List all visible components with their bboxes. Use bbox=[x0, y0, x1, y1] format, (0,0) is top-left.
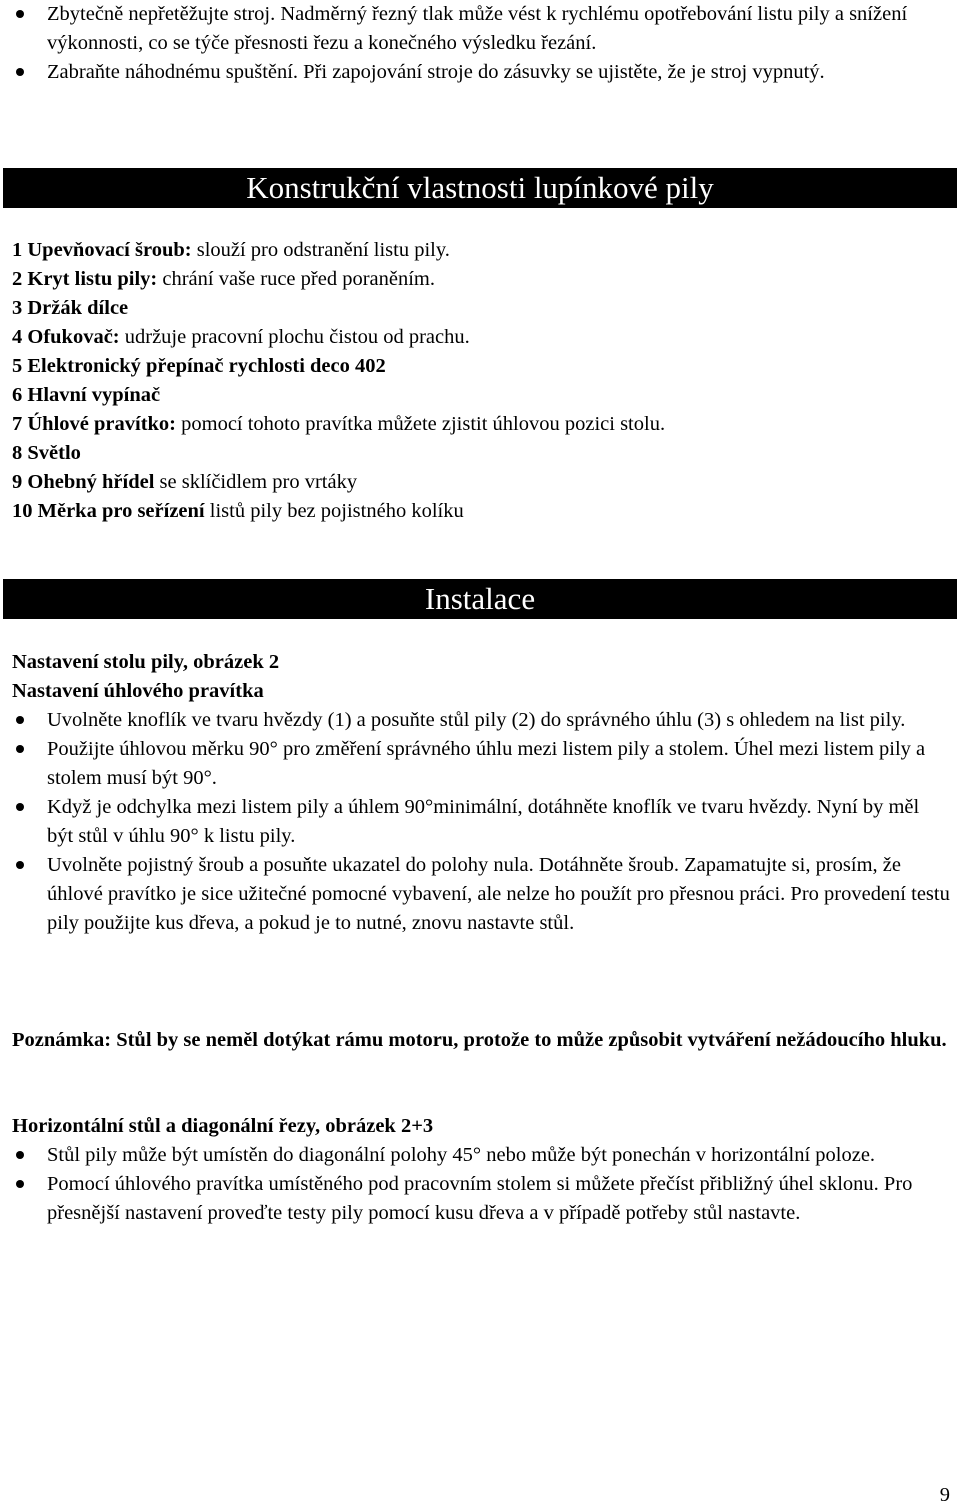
feature-label: 4 Ofukovač: bbox=[12, 326, 120, 348]
feature-label: 2 Kryt listu pily: bbox=[12, 268, 158, 290]
features-heading: Konstrukční vlastnosti lupínkové pily bbox=[246, 170, 714, 205]
feature-item bbox=[12, 468, 950, 497]
page-number: 9 bbox=[939, 1484, 950, 1506]
note bbox=[12, 1026, 950, 1055]
install-subheading-text: Nastavení stolu pily, obrázek 2 bbox=[12, 651, 280, 673]
feature-item bbox=[12, 236, 950, 265]
bullet-item bbox=[12, 0, 950, 58]
feature-label: 5 Elektronický přepínač rychlosti deco 402 bbox=[12, 355, 386, 377]
feature-label: 10 Měrka pro seřízení bbox=[12, 500, 205, 522]
feature-label: 6 Hlavní vypínač bbox=[12, 384, 161, 406]
install-subheading bbox=[12, 677, 950, 706]
bullet-text: Použijte úhlovou měrku 90° pro změření správného úhlu mezi listem pily a stolem. Úhel mezi listem pily a stolem musí být 90°. bbox=[47, 738, 926, 789]
feature-item bbox=[12, 352, 950, 381]
horizontal-heading-text: Horizontální stůl a diagonální řezy, obrázek 2+3 bbox=[12, 1115, 434, 1137]
feature-text: pomocí tohoto pravítka můžete zjistit úhlovou pozici stolu. bbox=[176, 413, 666, 435]
feature-text: chrání vaše ruce před poraněním. bbox=[157, 268, 435, 290]
bullet-text: Pomocí úhlového pravítka umístěného pod pracovním stolem si můžete přečíst přibližný úhel sklonu. Pro přesnější nastavení proveďte testy pily pomocí kusu dřeva a v případě potřeby stůl nastavte. bbox=[47, 1173, 913, 1224]
install-subheading-text: Nastavení úhlového pravítka bbox=[12, 680, 264, 702]
features-heading-bar bbox=[3, 168, 957, 208]
bullet-item bbox=[12, 851, 950, 938]
bullet-icon bbox=[16, 861, 24, 869]
feature-label: 9 Ohebný hřídel bbox=[12, 471, 155, 493]
horizontal-heading bbox=[12, 1112, 950, 1141]
feature-text: slouží pro odstranění listu pily. bbox=[191, 239, 450, 261]
install-subheadings bbox=[12, 648, 950, 706]
feature-label: 8 Světlo bbox=[12, 442, 81, 464]
features-list bbox=[12, 236, 950, 526]
bullet-item bbox=[12, 58, 950, 87]
feature-item bbox=[12, 323, 950, 352]
install-heading: Instalace bbox=[424, 581, 536, 616]
bullet-item bbox=[12, 735, 950, 793]
feature-text: listů pily bez pojistného kolíku bbox=[204, 500, 464, 522]
feature-item bbox=[12, 265, 950, 294]
feature-label: 3 Držák dílce bbox=[12, 297, 129, 319]
feature-text: udržuje pracovní plochu čistou od prachu. bbox=[119, 326, 470, 348]
feature-item bbox=[12, 294, 950, 323]
feature-label: 1 Upevňovací šroub: bbox=[12, 239, 192, 261]
feature-label: 7 Úhlové pravítko: bbox=[12, 413, 176, 435]
bullet-item bbox=[12, 1170, 950, 1228]
bullet-text: Stůl pily může být umístěn do diagonální polohy 45° nebo může být ponechán v horizontální poloze. bbox=[47, 1144, 876, 1166]
bullet-text: Když je odchylka mezi listem pily a úhlem 90°minimální, dotáhněte knoflík ve tvaru hvězdy. Nyní by měl být stůl v úhlu 90° k listu pily. bbox=[47, 796, 920, 847]
feature-item bbox=[12, 497, 950, 526]
install-bullet-list bbox=[12, 706, 950, 938]
feature-item bbox=[12, 381, 950, 410]
bullet-icon bbox=[16, 803, 24, 811]
install-subheading bbox=[12, 648, 950, 677]
bullet-text: Uvolněte knoflík ve tvaru hvězdy (1) a posuňte stůl pily (2) do správného úhlu (3) s ohledem na list pily. bbox=[47, 709, 906, 731]
bullet-item bbox=[12, 706, 950, 735]
bullet-icon bbox=[16, 68, 24, 76]
bullet-icon bbox=[16, 1180, 24, 1188]
horizontal-bullet-list bbox=[12, 1141, 950, 1228]
install-heading-bar bbox=[3, 579, 957, 619]
bullet-icon bbox=[16, 716, 24, 724]
bullet-icon bbox=[16, 745, 24, 753]
feature-item bbox=[12, 439, 950, 468]
bullet-text: Zabraňte náhodnému spuštění. Při zapojování stroje do zásuvky se ujistěte, že je stroj vypnutý. bbox=[47, 61, 825, 83]
bullet-icon bbox=[16, 1151, 24, 1159]
feature-text: se sklíčidlem pro vrtáky bbox=[154, 471, 358, 493]
top-bullet-list bbox=[12, 0, 950, 87]
feature-item bbox=[12, 410, 950, 439]
bullet-text: Uvolněte pojistný šroub a posuňte ukazatel do polohy nula. Dotáhněte šroub. Zapamatujte si, prosím, že úhlové pravítko je sice užitečné pomocné vybavení, ale nelze ho použít pro přesnou práci. Pro provedení testu pily použijte kus dřeva, a pokud je to nutné, znovu nastavte stůl. bbox=[47, 854, 950, 934]
bullet-item bbox=[12, 1141, 950, 1170]
bullet-text: Zbytečně nepřetěžujte stroj. Nadměrný řezný tlak může vést k rychlému opotřebování listu pily a snížení výkonnosti, co se týče přesnosti řezu a konečného výsledku řezání. bbox=[47, 3, 908, 54]
bullet-icon bbox=[16, 10, 24, 18]
note-text: Poznámka: Stůl by se neměl dotýkat rámu motoru, protože to může způsobit vytváření nežádoucího hluku. bbox=[12, 1029, 947, 1051]
bullet-item bbox=[12, 793, 950, 851]
